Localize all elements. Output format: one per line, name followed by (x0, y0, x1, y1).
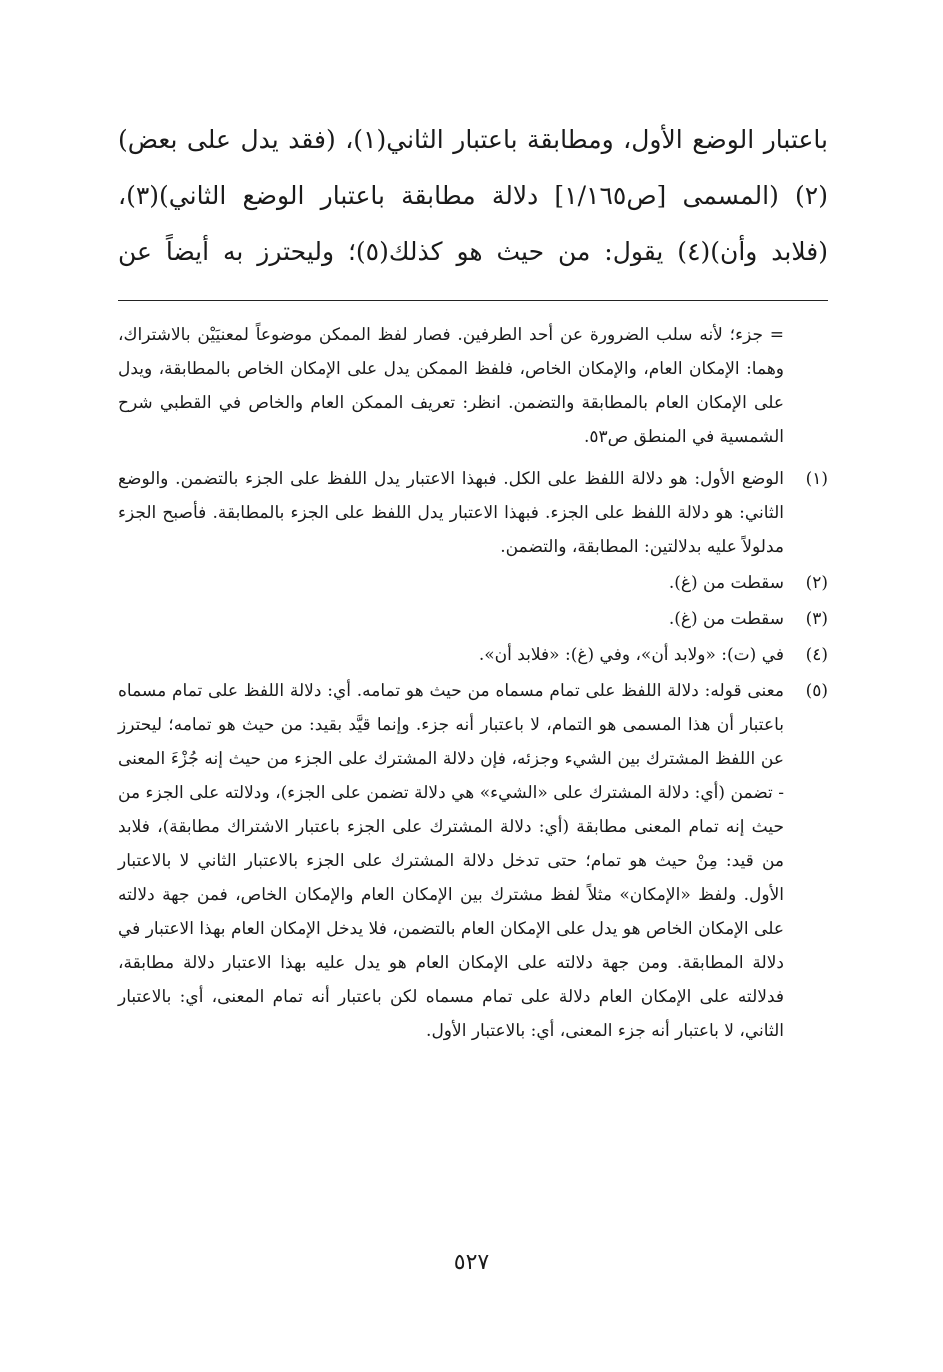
footnote-text: في (ت): «ولابد أن»، وفي (غ): «فلابد أن». (478, 645, 784, 665)
footnotes-block (118, 318, 828, 1050)
main-text-block (118, 112, 828, 280)
footnote-5 (118, 674, 828, 1048)
footnote-number: (٢) (805, 573, 828, 593)
footnote-2 (118, 566, 828, 600)
footnote-continuation (118, 318, 828, 454)
footnote-number: (٥) (805, 681, 828, 701)
main-paragraph: باعتبار الوضع الأول، ومطابقة باعتبار الثاني(١)، (فقد يدل على بعض)(٢) (المسمى [ص١/١٦٥] دلالة مطابقة باعتبار الوضع الثاني)(٣)، (فلابد وأن)(٤) يقول: من حيث هو كذلك(٥)؛ وليحترز به أيضاً عن (118, 125, 829, 266)
footnote-number: (٤) (805, 645, 828, 665)
footnote-continuation-text: = جزء؛ لأنه سلب الضرورة عن أحد الطرفين. فصار لفظ الممكن موضوعاً لمعنيَيْن بالاشتراك، وهما: الإمكان العام، والإمكان الخاص، فلفظ الممكن يدل على الإمكان الخاص بالمطابقة، ويدل على الإمكان العام بالمطابقة والتضمن. انظر: تعريف الممكن العام والخاص في القطبي شرح الشمسية في المنطق ص٥٣. (118, 325, 784, 447)
footnote-separator (118, 300, 828, 301)
footnote-text: الوضع الأول: هو دلالة اللفظ على الكل. فبهذا الاعتبار يدل اللفظ على الجزء بالتضمن. والوضع الثاني: هو دلالة اللفظ على الجزء. فبهذا الاعتبار يدل اللفظ على الجزء بالمطابقة. فأصبح الجزء مدلولاً عليه بدلالتين: المطابقة، والتضمن. (118, 469, 784, 557)
footnote-3 (118, 602, 828, 636)
footnote-text: معنى قوله: دلالة اللفظ على تمام مسماه من حيث هو تمامه. أي: دلالة اللفظ على تمام مسماه باعتبار أن هذا المسمى هو التمام، لا باعتبار أنه جزء. وإنما قيَّد بقيد: من حيث هو تمامه؛ ليحترز عن اللفظ المشترك بين الشيء وجزئه، فإن دلالة المشترك على الجزء من حيث إنه جُزْءَ المعنى - تضمن (أي: دلالة المشترك على «الشيء» هي دلالة تضمن على الجزء)، ودلالته على الجزء من حيث إنه تمام المعنى مطابقة (أي: دلالة المشترك على الجزء باعتبار الاشتراك مطابقة)، فلابد من قيد: مِنْ حيث هو تمام؛ حتى تدخل دلالة المشترك على الجزء بالاعتبار الثاني لا بالاعتبار الأول. ولفظ «الإمكان» مثلاً لفظ مشترك بين الإمكان العام والإمكان الخاص، فمن جهة دلالته على الإمكان الخاص هو يدل على الإمكان العام بالتضمن، فلا يدخل الإمكان العام بهذا الاعتبار في دلالة المطابقة. ومن جهة دلالته على الإمكان العام هو يدل عليه بهذا الاعتبار دلالة مطابقة، فدلالته على الإمكان العام دلالة على تمام مسماه لكن باعتبار أنه تمام المعنى، أي: بالاعتبار الثاني، لا باعتبار أنه جزء المعنى، أي: بالاعتبار الأول. (118, 681, 784, 1041)
footnote-4 (118, 638, 828, 672)
footnote-text: سقطت من (غ). (668, 573, 784, 593)
footnote-number: (٣) (805, 609, 828, 629)
footnote-1 (118, 462, 828, 564)
footnote-text: سقطت من (غ). (668, 609, 784, 629)
footnote-number: (١) (805, 469, 828, 489)
page-number: ٥٢٧ (453, 1250, 490, 1275)
